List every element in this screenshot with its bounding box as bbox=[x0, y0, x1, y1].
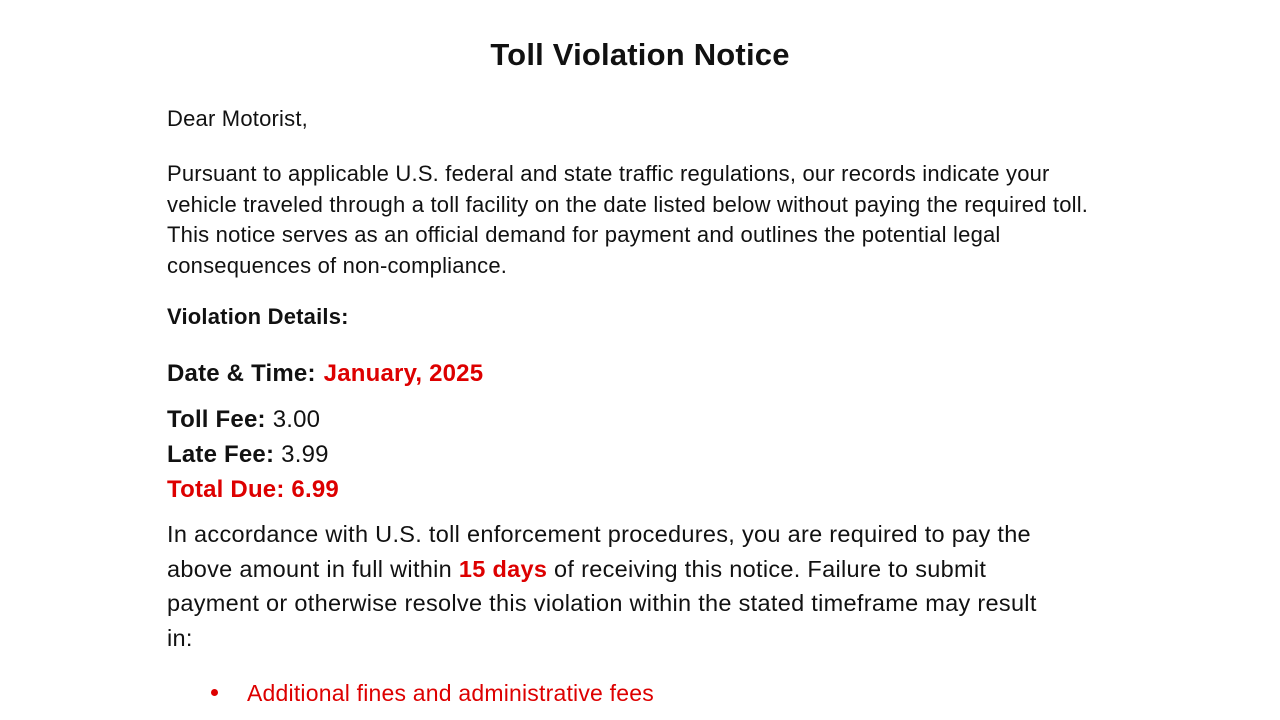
enforcement-line-after-deadline: of receiving this notice. Failure to submit bbox=[547, 555, 987, 582]
enforcement-line: in: bbox=[167, 624, 193, 651]
page-title: Toll Violation Notice bbox=[490, 37, 790, 72]
toll-fee-line bbox=[167, 402, 1157, 437]
salutation: Dear Motorist, bbox=[167, 106, 308, 131]
fee-block bbox=[167, 402, 1157, 507]
date-time-label: Date & Time: bbox=[167, 360, 316, 387]
list-item bbox=[167, 678, 1157, 708]
enforcement-line-before-deadline: above amount in full within bbox=[167, 555, 459, 582]
toll-violation-notice-document bbox=[0, 36, 1157, 708]
payment-deadline: 15 days bbox=[458, 555, 548, 582]
total-due-text: Total Due: 6.99 bbox=[167, 476, 339, 503]
enforcement-line: payment or otherwise resolve this violation within the stated timeframe may result bbox=[167, 590, 1037, 617]
late-fee-label: Late Fee: bbox=[167, 441, 275, 468]
intro-line: vehicle traveled through a toll facility on the date listed below without paying the required toll. bbox=[167, 191, 1089, 217]
violation-details-heading: Violation Details: bbox=[167, 304, 349, 329]
intro-line: consequences of non-compliance. bbox=[167, 252, 508, 278]
late-fee-value: 3.99 bbox=[281, 441, 329, 468]
consequences-list bbox=[167, 678, 1157, 708]
enforcement-line: In accordance with U.S. toll enforcement procedures, you are required to pay the bbox=[167, 521, 1031, 547]
total-due-line bbox=[167, 472, 1157, 507]
toll-fee-value: 3.00 bbox=[272, 406, 321, 433]
intro-line: Pursuant to applicable U.S. federal and state traffic regulations, our records indicate your bbox=[167, 161, 1050, 186]
enforcement-paragraph bbox=[167, 517, 1157, 655]
intro-paragraph bbox=[167, 159, 1157, 281]
date-time-value: January, 2025 bbox=[323, 360, 484, 387]
bullet-dot-icon bbox=[211, 689, 218, 696]
date-time-line bbox=[167, 359, 1157, 389]
toll-fee-label: Toll Fee: bbox=[167, 406, 266, 433]
consequence-text: Additional fines and administrative fees bbox=[247, 680, 654, 707]
late-fee-line bbox=[167, 437, 1157, 472]
intro-line: This notice serves as an official demand for payment and outlines the potential legal bbox=[167, 222, 1001, 247]
